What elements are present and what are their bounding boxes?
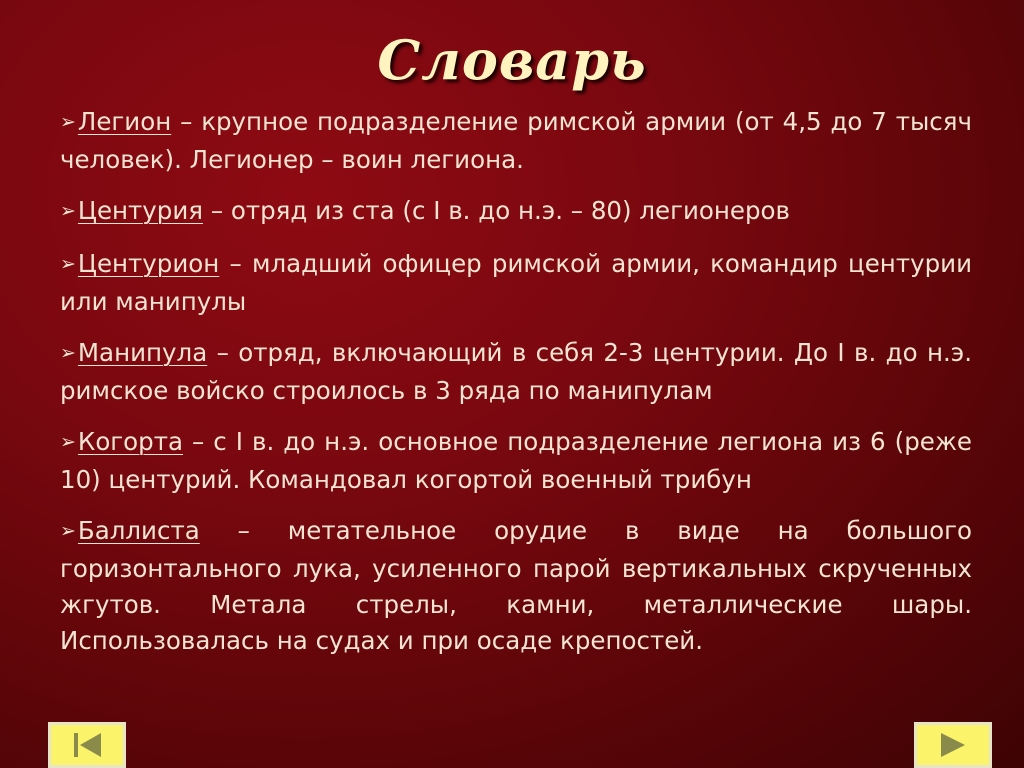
play-next-icon xyxy=(931,730,975,760)
glossary-entry-ballista xyxy=(60,513,972,659)
glossary-entry-centuria xyxy=(60,193,972,231)
skip-back-icon xyxy=(65,730,109,760)
arrow-bullet-icon: ➢ xyxy=(60,342,76,364)
arrow-bullet-icon: ➢ xyxy=(60,200,76,222)
term-link[interactable]: Манипула xyxy=(77,338,208,367)
definition-text: – отряд из ста (с I в. до н.э. – 80) легионеров xyxy=(203,196,790,225)
previous-slide-button[interactable] xyxy=(48,722,126,768)
definition-text: – метательное орудие в виде на большого горизонтального лука, усиленного парой вертикальных скрученных жгутов. Метала стрелы, камни, металлические шары. Использовалась на судах и при осаде крепостей. xyxy=(60,516,972,655)
definition-text: – младший офицер римской армии, командир центурии или манипулы xyxy=(60,249,972,316)
glossary-list xyxy=(60,104,972,674)
glossary-entry-centurion xyxy=(60,246,972,320)
term-link[interactable]: Центурия xyxy=(77,196,204,225)
term-link[interactable]: Центурион xyxy=(77,249,220,278)
arrow-bullet-icon: ➢ xyxy=(60,520,76,542)
term-link[interactable]: Баллиста xyxy=(77,516,200,545)
glossary-entry-kogorta xyxy=(60,424,972,498)
arrow-bullet-icon: ➢ xyxy=(60,111,76,133)
arrow-bullet-icon: ➢ xyxy=(60,431,76,453)
next-slide-button[interactable] xyxy=(914,722,992,768)
term-link[interactable]: Легион xyxy=(77,107,172,136)
arrow-bullet-icon: ➢ xyxy=(60,253,76,275)
definition-text: – с I в. до н.э. основное подразделение легиона из 6 (реже 10) центурий. Командовал когортой военный трибун xyxy=(60,427,972,494)
slide-title: Словарь xyxy=(377,28,647,92)
glossary-entry-manipula xyxy=(60,335,972,409)
glossary-entry-legion xyxy=(60,104,972,178)
definition-text: – отряд, включающий в себя 2-3 центурии. До I в. до н.э. римское войско строилось в 3 ряда по манипулам xyxy=(60,338,972,405)
definition-text: – крупное подразделение римской армии (от 4,5 до 7 тысяч человек). Легионер – воин легиона. xyxy=(60,107,972,174)
term-link[interactable]: Когорта xyxy=(77,427,184,456)
